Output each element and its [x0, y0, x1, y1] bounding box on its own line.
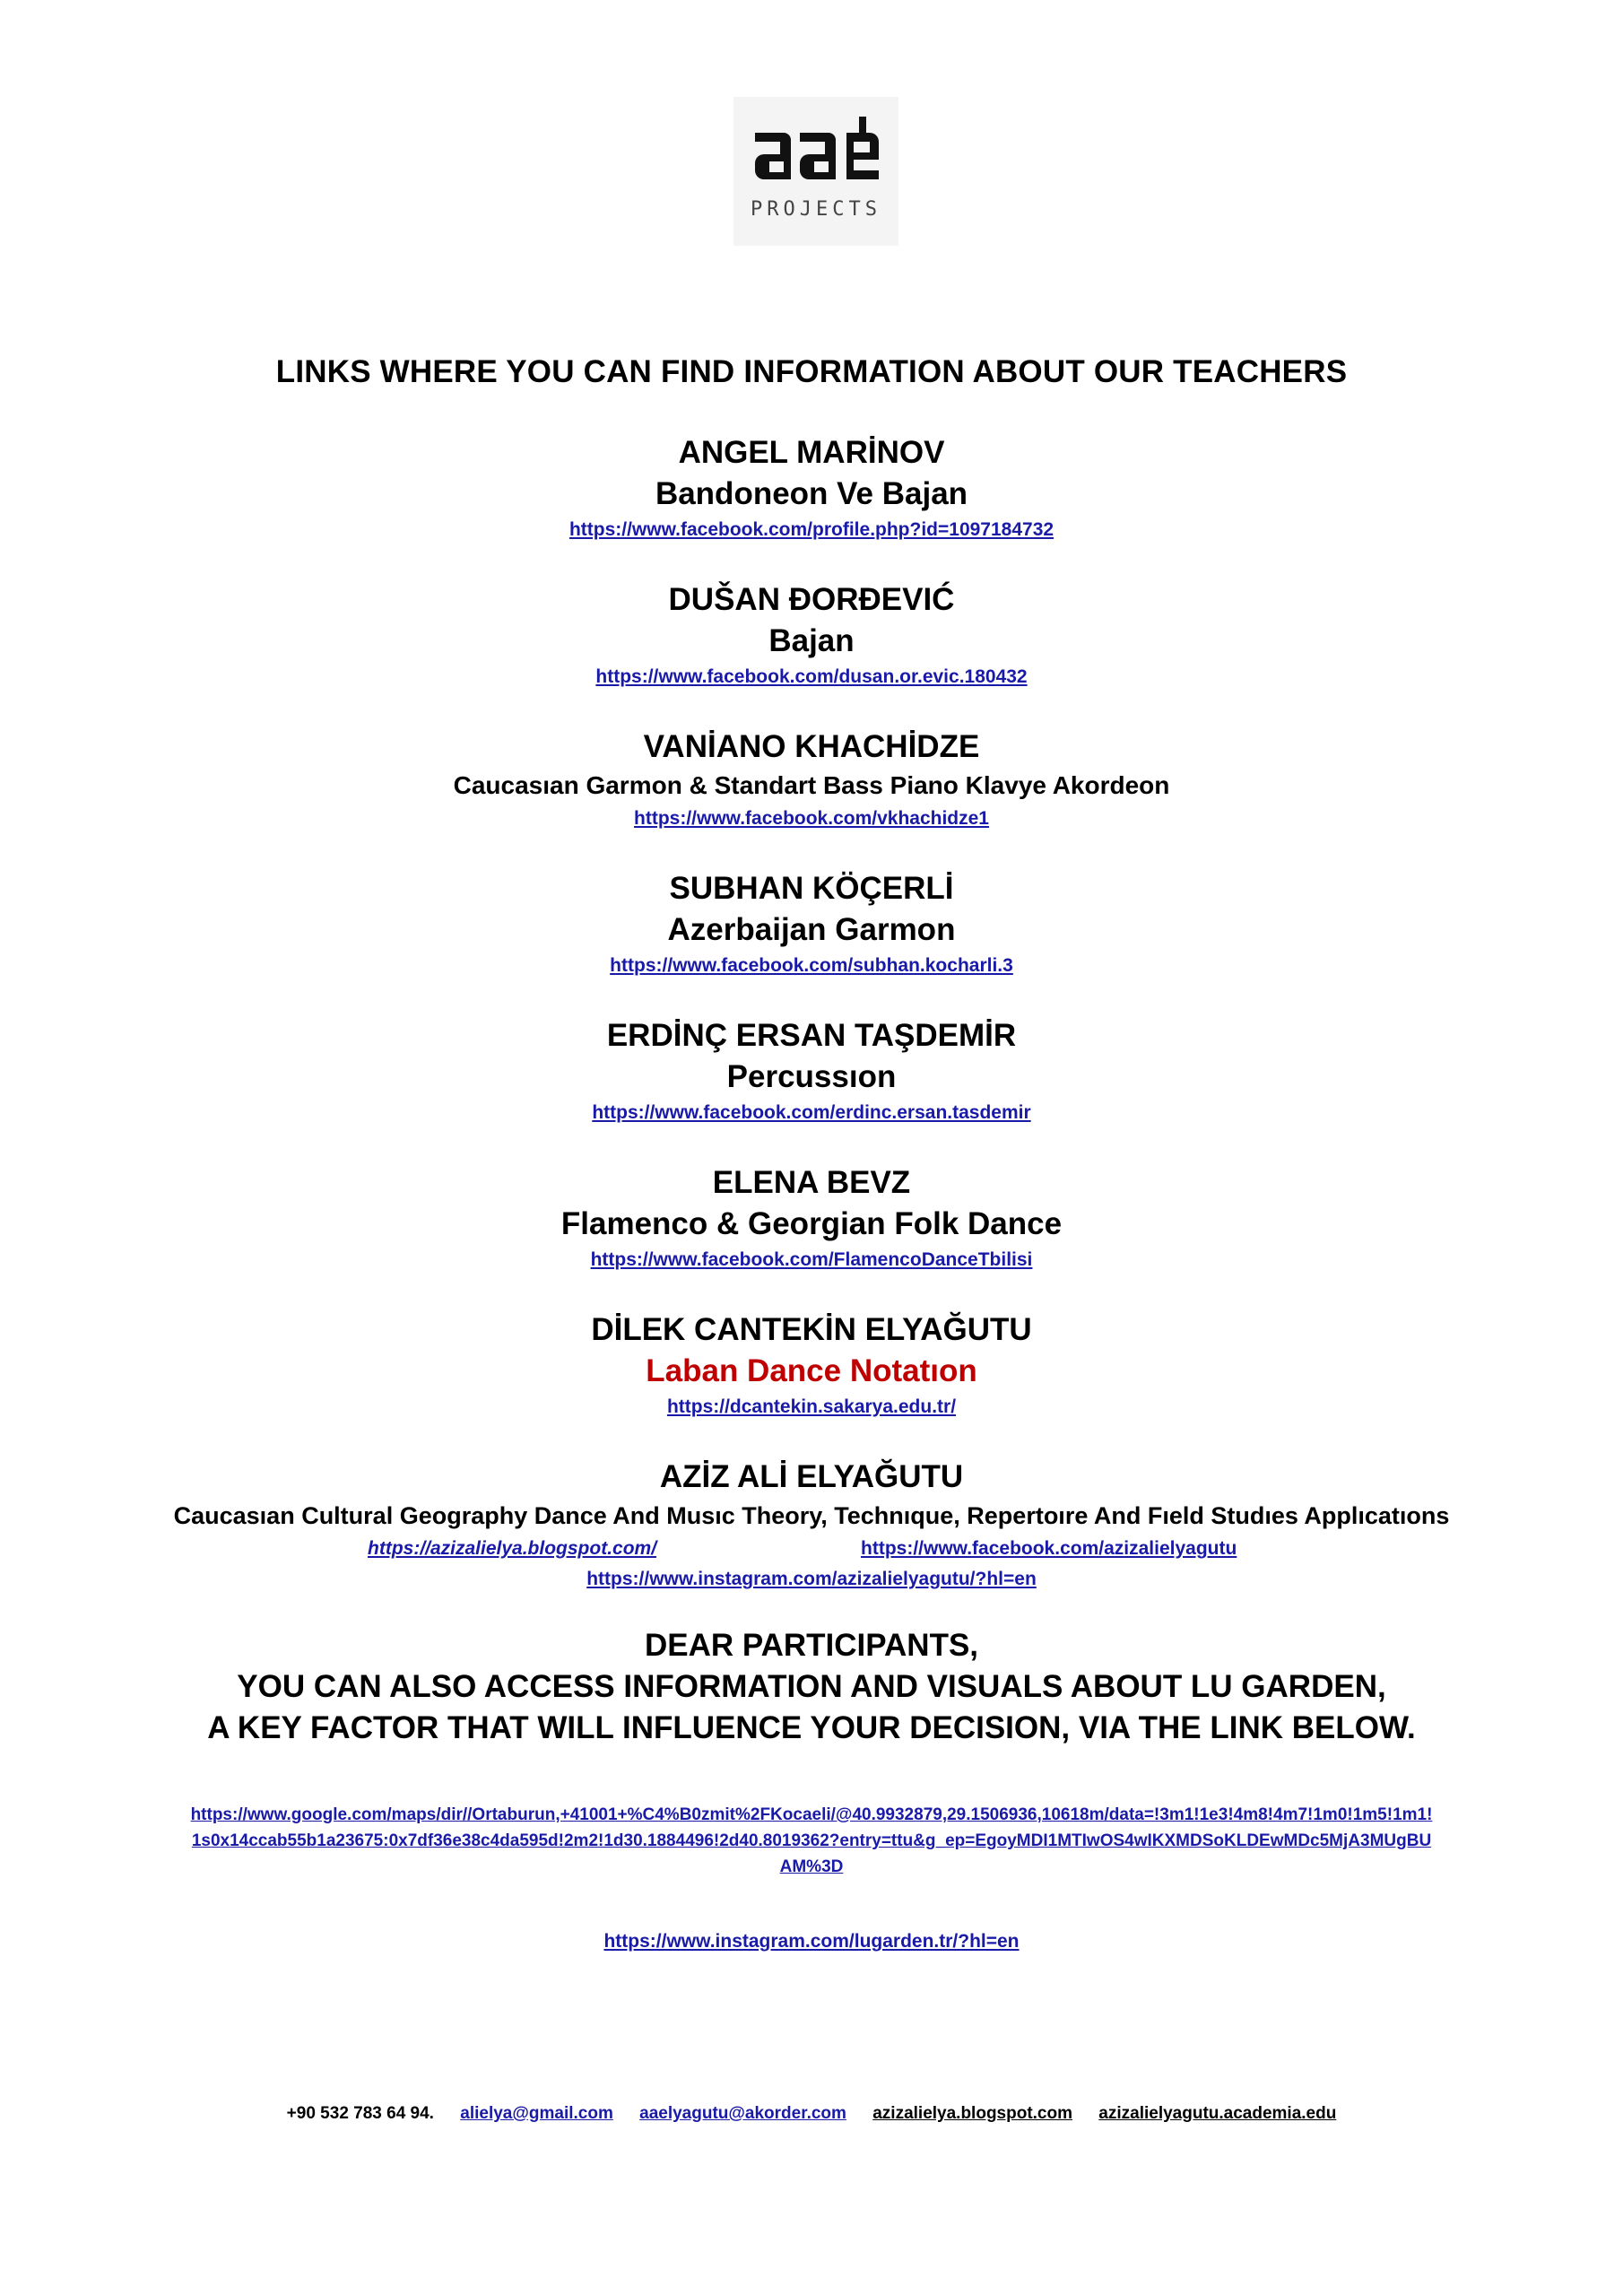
teacher-name: ELENA BEVZ	[712, 1165, 911, 1200]
teacher-link[interactable]: https://www.facebook.com/profile.php?id=1097184732	[568, 519, 1055, 540]
teacher-name: DUŠAN ĐORĐEVIĆ	[668, 582, 955, 617]
notice-line: A KEY FACTOR THAT WILL INFLUENCE YOUR DECISION, VIA THE LINK BELOW.	[207, 1710, 1416, 1745]
teacher-link[interactable]: https://www.facebook.com/vkhachidze1	[634, 808, 989, 829]
teacher-block	[0, 432, 1623, 545]
teacher-block	[0, 868, 1623, 981]
teacher-name: AZİZ ALİ ELYAĞUTU	[659, 1459, 964, 1494]
footer-email-link[interactable]: aaelyagutu@akorder.com	[639, 2104, 846, 2123]
footer-email-link[interactable]: alielya@gmail.com	[460, 2104, 613, 2123]
footer-blog-link[interactable]: azizalielya.blogspot.com	[872, 2104, 1072, 2123]
teacher-link[interactable]: https://www.facebook.com/azizalielyagutu	[861, 1538, 1237, 1559]
teacher-name: ANGEL MARİNOV	[678, 435, 945, 470]
notice-line: YOU CAN ALSO ACCESS INFORMATION AND VISUALS ABOUT LU GARDEN,	[237, 1669, 1386, 1704]
teacher-specialty: Bandoneon Ve Bajan	[655, 476, 968, 511]
teacher-specialty: Azerbaijan Garmon	[667, 912, 956, 947]
teacher-link[interactable]: https://www.facebook.com/FlamencoDanceTbilisi	[590, 1249, 1033, 1270]
teacher-name: DİLEK CANTEKİN ELYAĞUTU	[591, 1312, 1032, 1347]
footer-contacts	[0, 2104, 1623, 2124]
teacher-block	[0, 1162, 1623, 1275]
teacher-link[interactable]: https://www.instagram.com/azizalielyagutu/?hl=en	[586, 1569, 1037, 1589]
teacher-specialty: Percussıon	[726, 1059, 897, 1094]
aae-projects-logo	[733, 97, 898, 246]
teacher-block	[0, 579, 1623, 692]
teacher-name: ERDİNÇ ERSAN TAŞDEMİR	[606, 1018, 1017, 1053]
teacher-link[interactable]: https://www.facebook.com/dusan.or.evic.180432	[595, 666, 1028, 687]
participants-notice	[0, 1625, 1623, 1749]
page-heading: LINKS WHERE YOU CAN FIND INFORMATION ABOUT OUR TEACHERS	[275, 354, 1348, 389]
teacher-block	[0, 1457, 1623, 1595]
teacher-specialty: Bajan	[768, 623, 855, 658]
garden-instagram-block	[0, 1926, 1623, 1957]
garden-instagram-link[interactable]: https://www.instagram.com/lugarden.tr/?hl=en	[603, 1931, 1020, 1952]
teacher-name: VANİANO KHACHİDZE	[643, 729, 980, 764]
footer-academia-link[interactable]: azizalielyagutu.academia.edu	[1098, 2104, 1337, 2123]
teacher-link[interactable]: https://www.facebook.com/erdinc.ersan.tasdemir	[592, 1102, 1031, 1123]
teacher-specialty: Laban Dance Notatıon	[646, 1353, 977, 1388]
notice-line: DEAR PARTICIPANTS,	[644, 1628, 979, 1663]
teacher-link[interactable]: https://azizalielya.blogspot.com/	[368, 1538, 657, 1559]
teacher-specialty: Flamenco & Georgian Folk Dance	[560, 1206, 1063, 1241]
teacher-links-row	[0, 1534, 1623, 1564]
teacher-block	[0, 726, 1623, 834]
teacher-name: SUBHAN KÖÇERLİ	[669, 871, 954, 906]
garden-maps-link[interactable]: https://www.google.com/maps/dir//Ortaburun,+41001+%C4%B0zmit%2FKocaeli/@40.9932879,29.1506936,10618m/data=!3m1!1e3!4m8!4m7!1m0!1m5!1m1!1s0x14ccab55b1a23675:0x7df36e38c4da595d!2m2!1d30.1884496!2d40.8019362?entry=ttu&g_ep=EgoyMDI1MTIwOS4wIKXMDSoKLDEwMDc5MjA3MUgBUAM%3D	[190, 1805, 1433, 1876]
teacher-link[interactable]: https://www.facebook.com/subhan.kocharli.3	[610, 955, 1013, 976]
teacher-block	[0, 1309, 1623, 1422]
logo-subtext: PROJECTS	[751, 198, 881, 221]
teacher-block	[0, 1015, 1623, 1128]
teacher-specialty: Caucasıan Cultural Geography Dance And Musıc Theory, Technıque, Repertoıre And Fıeld Studıes Applıcatıons	[173, 1502, 1450, 1529]
teacher-specialty: Caucasıan Garmon & Standart Bass Piano Klavye Akordeon	[453, 771, 1170, 799]
footer-phone: +90 532 783 64 94.	[286, 2104, 434, 2123]
teacher-link[interactable]: https://dcantekin.sakarya.edu.tr/	[666, 1396, 957, 1417]
garden-maps-link-block	[188, 1802, 1435, 1880]
